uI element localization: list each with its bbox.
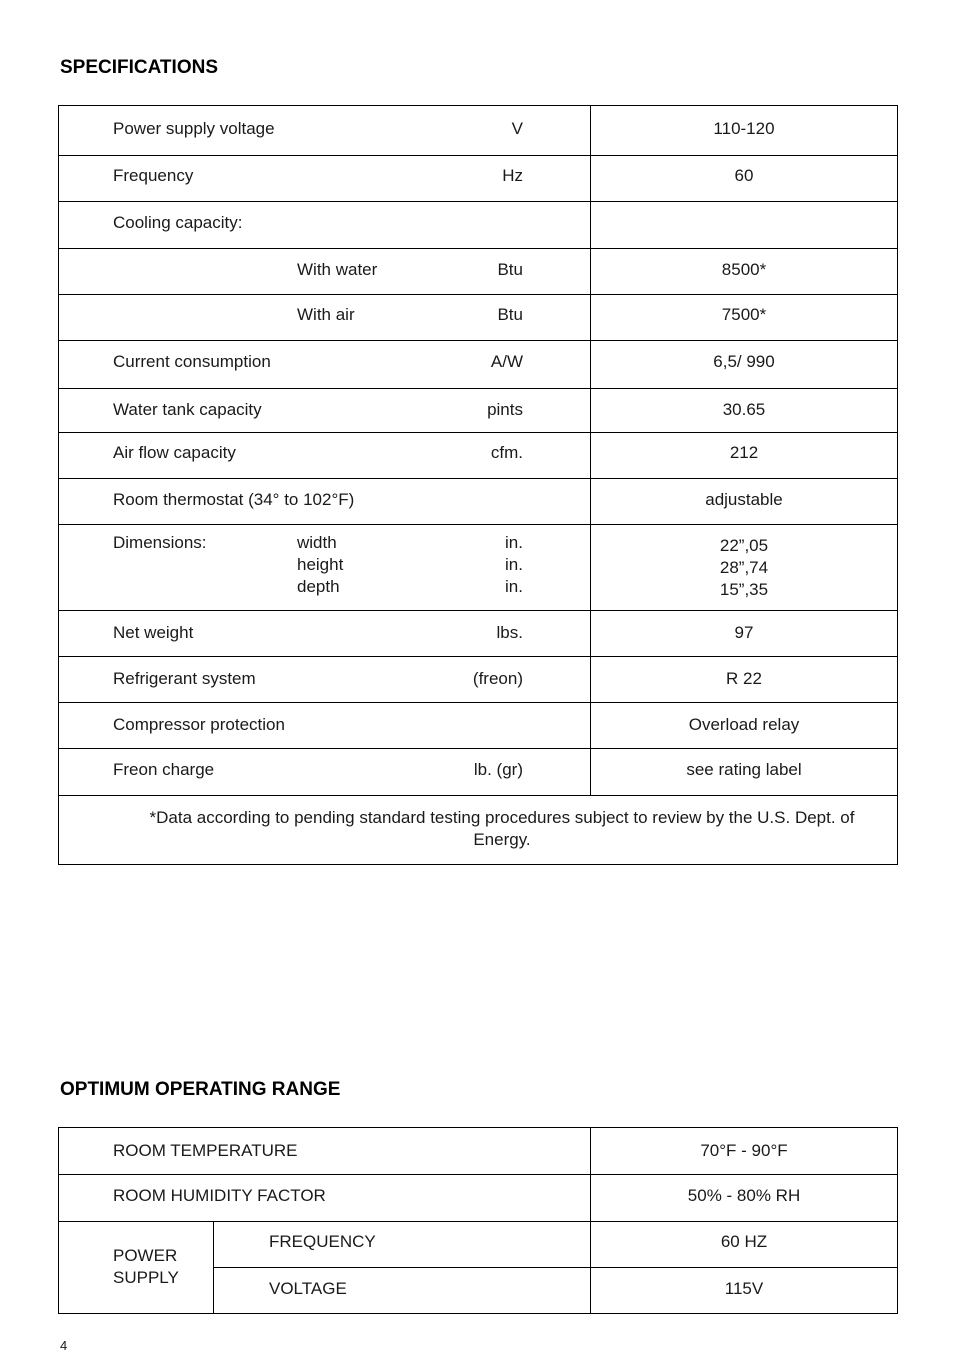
spec-row-water-tank bbox=[59, 389, 897, 433]
spec-label: Water tank capacity bbox=[113, 400, 262, 419]
range-value: 50% - 80% RH bbox=[687, 1186, 801, 1205]
footnote-line: *Data according to pending standard testing procedures subject to review by the U.S. Dept. of bbox=[149, 808, 855, 827]
dimension-sublabel: height bbox=[297, 555, 344, 574]
operating-range-table bbox=[58, 1127, 898, 1314]
power-supply-label: POWER bbox=[113, 1246, 178, 1265]
spec-unit: Hz bbox=[502, 166, 523, 185]
spec-value: 6,5/ 990 bbox=[713, 352, 775, 371]
dimension-value: 28”,74 bbox=[719, 558, 769, 577]
specifications-table bbox=[58, 105, 898, 865]
spec-row-with-water bbox=[59, 249, 897, 295]
spec-footnote-row bbox=[59, 796, 897, 864]
spec-value: 212 bbox=[729, 443, 759, 462]
spec-row-current bbox=[59, 341, 897, 389]
spec-label: Compressor protection bbox=[113, 715, 285, 734]
page-number: 4 bbox=[60, 1338, 68, 1353]
spec-label: Dimensions: bbox=[113, 533, 207, 552]
spec-value: Overload relay bbox=[688, 715, 800, 734]
spec-unit: V bbox=[511, 119, 523, 138]
range-label: ROOM HUMIDITY FACTOR bbox=[113, 1186, 326, 1205]
spec-unit: pints bbox=[487, 400, 523, 419]
spec-row-dimensions bbox=[59, 525, 897, 611]
spec-value: 7500* bbox=[721, 305, 767, 324]
range-label: ROOM TEMPERATURE bbox=[113, 1141, 298, 1160]
spec-label: Net weight bbox=[113, 623, 194, 642]
spec-unit: A/W bbox=[490, 352, 523, 371]
spec-value: adjustable bbox=[705, 490, 783, 509]
spec-unit: Btu bbox=[497, 305, 523, 324]
spec-row-thermostat bbox=[59, 479, 897, 525]
spec-sublabel: With air bbox=[297, 305, 355, 324]
spec-value: 97 bbox=[734, 623, 754, 642]
spec-label: Refrigerant system bbox=[113, 669, 256, 688]
spec-label: Current consumption bbox=[113, 352, 271, 371]
spec-value: 8500* bbox=[721, 260, 767, 279]
dimension-unit: in. bbox=[505, 555, 523, 574]
frequency-label: FREQUENCY bbox=[269, 1232, 376, 1251]
spec-row-with-air bbox=[59, 295, 897, 341]
spec-row-voltage bbox=[59, 106, 897, 156]
voltage-value: 115V bbox=[724, 1279, 764, 1298]
dimension-unit: in. bbox=[505, 577, 523, 596]
range-row-humidity bbox=[59, 1175, 897, 1222]
dimension-value: 22”,05 bbox=[719, 536, 769, 555]
spec-unit: lbs. bbox=[496, 623, 523, 642]
spec-unit: lb. (gr) bbox=[473, 760, 523, 779]
frequency-value: 60 HZ bbox=[720, 1232, 768, 1251]
spec-row-frequency bbox=[59, 156, 897, 202]
spec-value: 110-120 bbox=[713, 119, 775, 138]
spec-value: R 22 bbox=[726, 669, 762, 688]
spec-label: Air flow capacity bbox=[113, 443, 236, 462]
spec-label: Room thermostat (34° to 102°F) bbox=[113, 490, 355, 509]
spec-row-refrigerant bbox=[59, 657, 897, 703]
spec-value: 30.65 bbox=[722, 400, 766, 419]
spec-value: see rating label bbox=[686, 760, 802, 779]
spec-row-freon-charge bbox=[59, 749, 897, 796]
dimension-sublabel: depth bbox=[297, 577, 340, 596]
spec-unit: (freon) bbox=[472, 669, 523, 688]
spec-label: Frequency bbox=[113, 166, 194, 185]
spec-row-compressor bbox=[59, 703, 897, 749]
range-row-power-supply bbox=[59, 1222, 897, 1313]
specifications-title: SPECIFICATIONS bbox=[60, 57, 218, 78]
spec-footnote bbox=[113, 807, 891, 851]
spec-row-cooling bbox=[59, 202, 897, 249]
spec-row-net-weight bbox=[59, 611, 897, 657]
dimension-unit: in. bbox=[505, 533, 523, 552]
operating-range-title: OPTIMUM OPERATING RANGE bbox=[60, 1079, 341, 1100]
spec-label: Freon charge bbox=[113, 760, 215, 779]
spec-sublabel: With water bbox=[297, 260, 378, 279]
power-supply-label: SUPPLY bbox=[113, 1268, 179, 1287]
spec-unit: Btu bbox=[497, 260, 523, 279]
spec-row-air-flow bbox=[59, 433, 897, 479]
spec-label: Power supply voltage bbox=[113, 119, 275, 138]
dimension-sublabel: width bbox=[297, 533, 337, 552]
spec-label: Cooling capacity: bbox=[113, 213, 243, 232]
spec-value: 60 bbox=[734, 166, 754, 185]
dimension-value: 15”,35 bbox=[719, 580, 769, 599]
spec-unit: cfm. bbox=[490, 443, 523, 462]
voltage-label: VOLTAGE bbox=[269, 1279, 347, 1298]
range-row-temperature bbox=[59, 1128, 897, 1175]
range-value: 70°F - 90°F bbox=[700, 1141, 788, 1160]
footnote-line: Energy. bbox=[473, 830, 531, 849]
